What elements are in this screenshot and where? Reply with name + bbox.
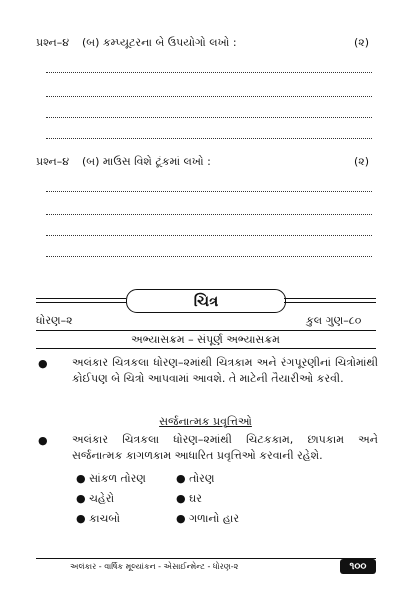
divider — [36, 348, 376, 349]
activity-item: ● કાચબો — [76, 512, 120, 525]
activity-item: ● સાંકળ તોરણ — [76, 472, 146, 485]
question-2-text: (બ) માઉસ વિશે ટૂંકમાં લખો : — [82, 155, 211, 168]
answer-line — [46, 256, 372, 257]
footer-rule — [36, 558, 376, 559]
answer-line — [46, 96, 372, 97]
footer-text: અલંકાર - વાર્ષિક મૂલ્યાંકન - એસાઈન્મેન્ટ - ધોરણ-૨ — [70, 562, 239, 571]
page-number: ૧૦૦ — [340, 559, 376, 574]
grade-label: ધોરણ–૨ — [36, 314, 73, 327]
answer-line — [46, 191, 372, 192]
point-2-text: અલંકાર ચિત્રકલા ધોરણ–૨માંથી ચિટકકામ, છાપકામ અને સર્જનાત્મક કાગળકામ આધારિત પ્રવૃત્તિઓ કરવાની રહેશે. — [72, 433, 378, 462]
activity-item: ● તોરણ — [176, 472, 215, 485]
syllabus-line: અભ્યાસક્રમ – સંપૂર્ણ અભ્યાસક્રમ — [131, 333, 280, 346]
answer-line — [46, 214, 372, 215]
activity-item: ● ગળાનો હાર — [176, 512, 240, 525]
question-1-marks: (૨) — [354, 36, 370, 49]
point-1-text: અલંકાર ચિત્રકલા ધોરણ–૨માંથી ચિત્રકામ અને રંગપૂરણીનાં ચિત્રોમાંથી કોઈપણ બે ચિત્રો આપવામાં આવશે. તે માટેની તૈયારીઓ કરવી. — [72, 356, 378, 385]
question-2-marks: (૨) — [354, 155, 370, 168]
question-1-label: પ્રશ્ન–૪ — [36, 36, 70, 49]
section-title-box — [126, 289, 286, 313]
answer-line — [46, 138, 372, 139]
answer-line — [46, 117, 372, 118]
section-title: ચિત્ર — [193, 292, 219, 310]
question-1-text: (બ) કમ્પ્યૂટરના બે ઉપયોગો લખો : — [82, 36, 237, 49]
activity-item: ● ઘર — [176, 492, 202, 505]
divider — [36, 330, 376, 331]
answer-line — [46, 235, 372, 236]
answer-line — [46, 72, 372, 73]
activity-item: ● ચહેરો — [76, 492, 115, 505]
bullet: ● — [38, 357, 48, 370]
creative-heading-text: સર્જનાત્મક પ્રવૃત્તિઓ — [159, 415, 252, 428]
bullet: ● — [38, 434, 48, 447]
total-marks: કુલ ગુણ–૮૦ — [306, 314, 362, 327]
question-2-label: પ્રશ્ન–૪ — [36, 155, 70, 168]
creative-heading — [0, 410, 411, 429]
